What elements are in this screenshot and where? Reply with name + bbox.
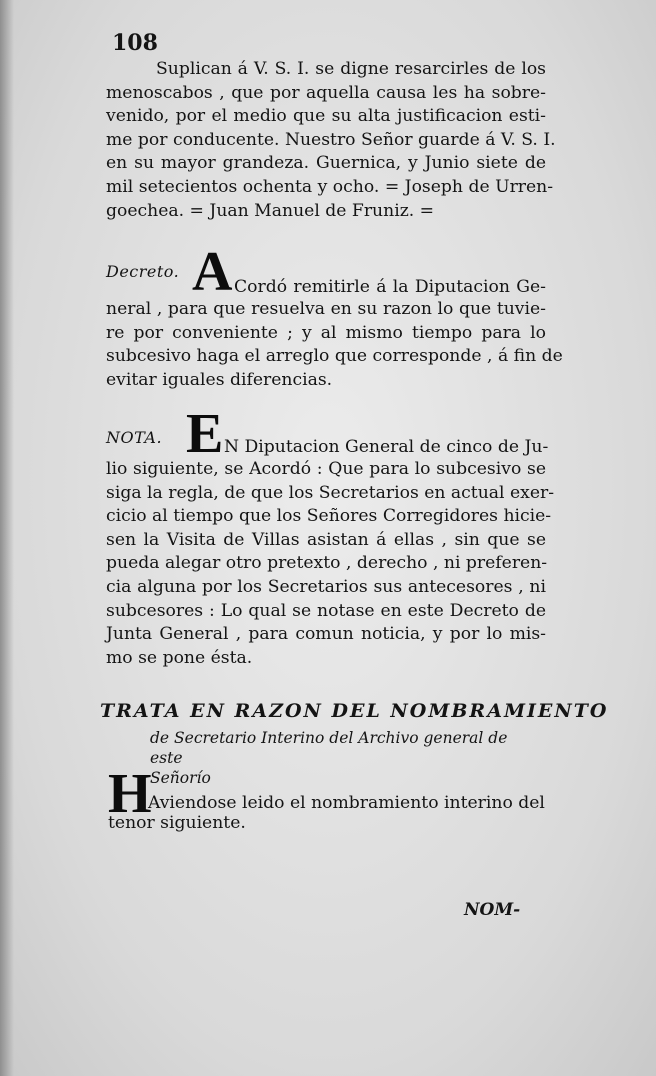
page-number: 108 xyxy=(112,30,158,56)
text-line: en su mayor grandeza. Guernica, y Junio siete de xyxy=(106,153,546,174)
text-line: lio siguiente, se Acordó : Que para lo subcesivo se xyxy=(106,459,546,479)
text-line: Aviendose leido el nombramiento interino del xyxy=(148,793,545,813)
subheading-line: Señorío xyxy=(150,769,211,787)
nota-label: NOTA. xyxy=(106,428,163,447)
paragraph-nota xyxy=(106,403,555,670)
drop-cap-e: E xyxy=(186,403,224,465)
text-line: Cordó remitirle á la Diputacion Ge- xyxy=(234,277,546,297)
text-line: siga la regla, de que los Secretarios en actual exer- xyxy=(106,482,555,503)
text-line: mo se pone ésta. xyxy=(106,647,253,668)
text-line: me por conducente. Nuestro Señor guarde á V. S. I. xyxy=(106,129,556,150)
text-line: Junta General , para comun noticia, y por lo mis- xyxy=(106,624,546,645)
text-line: subcesivo haga el arreglo que corresponde , á fin de xyxy=(106,346,563,367)
text-line: goechea. = Juan Manuel de Fruniz. = xyxy=(106,200,435,221)
text-line: tenor siguiente. xyxy=(108,813,246,833)
subheading-line: de Secretario Interino del Archivo general de este xyxy=(150,729,508,767)
text-line: re por conveniente ; y al mismo tiempo para lo xyxy=(106,322,546,343)
text-line: subcesores : Lo qual se notase en este Decreto de xyxy=(106,600,546,621)
text-line: mil setecientos ochenta y ocho. = Joseph de Urren- xyxy=(106,176,554,197)
paragraph-nombramiento xyxy=(108,763,548,836)
paragraph-decreto xyxy=(106,241,563,392)
binding-shadow xyxy=(0,0,14,1076)
text-line: N Diputacion General de cinco de Ju- xyxy=(224,437,549,457)
drop-cap-h: H xyxy=(108,763,152,825)
text-line: pueda alegar otro pretexto , derecho , ni preferen- xyxy=(106,553,548,574)
drop-cap-a: A xyxy=(192,241,233,303)
catchword: NOM- xyxy=(464,900,521,920)
section-heading: TRATA EN RAZON DEL NOMBRAMIENTO xyxy=(100,700,609,722)
decreto-label: Decreto. xyxy=(106,262,180,281)
text-line: neral , para que resuelva en su razon lo que tuvie- xyxy=(106,299,546,319)
text-line: menoscabos , que por aquella causa les ha sobre- xyxy=(106,82,546,103)
text-line: evitar iguales diferencias. xyxy=(106,369,333,390)
text-line: venido, por el medio que su alta justificacion esti- xyxy=(106,106,546,127)
text-line: cicio al tiempo que los Señores Corregidores hicie- xyxy=(106,506,552,527)
text-line: Suplican á V. S. I. se digne resarcirles de los xyxy=(156,59,546,79)
text-line: cia alguna por los Secretarios sus antecesores , ni xyxy=(106,576,546,597)
text-line: sen la Visita de Villas asistan á ellas , sin que se xyxy=(106,529,546,550)
paragraph-petition xyxy=(106,58,556,223)
